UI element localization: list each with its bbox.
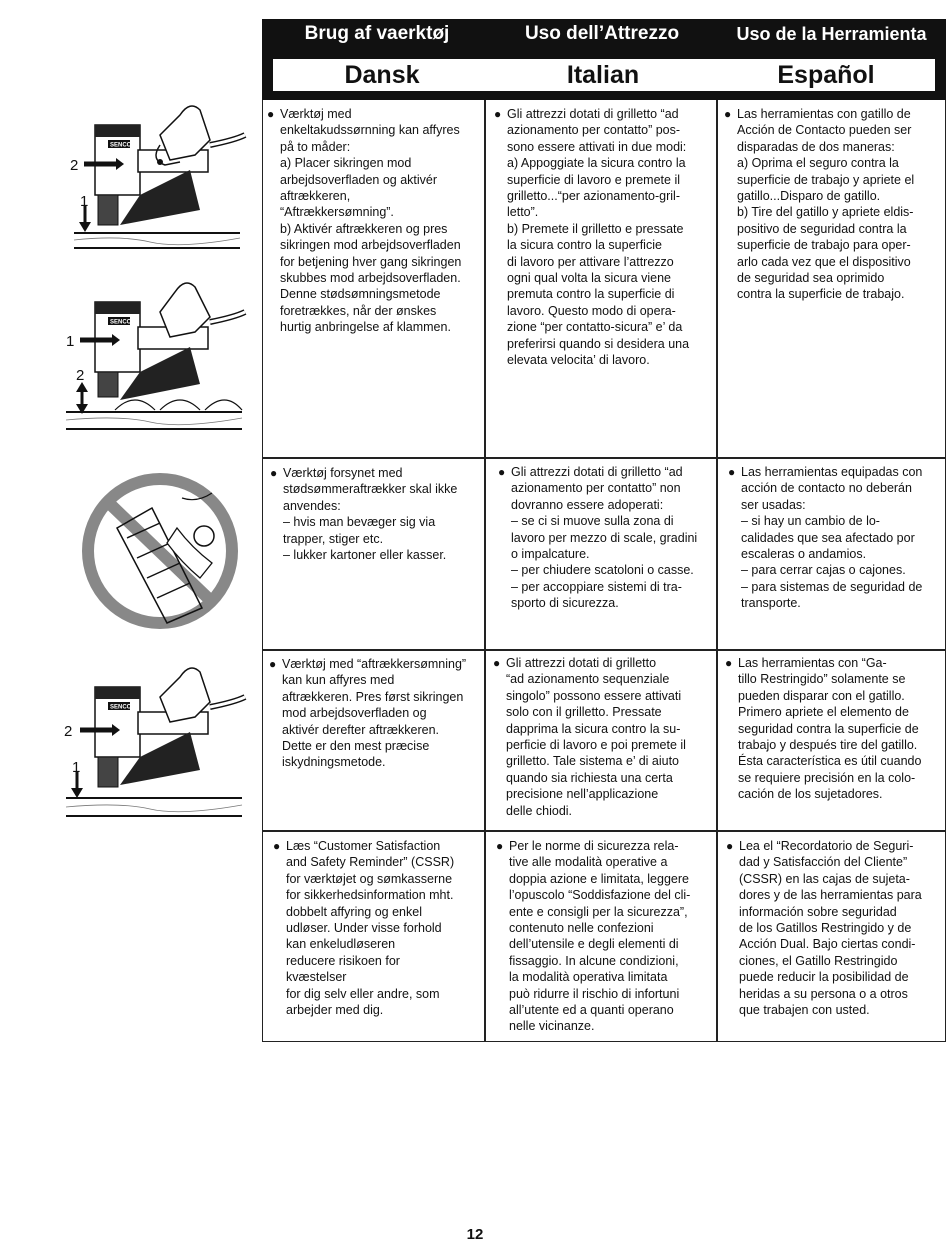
- prohibition-ladder-illustration: [82, 468, 240, 634]
- bullet-icon: ●: [496, 839, 504, 853]
- step-label: 1: [80, 193, 89, 210]
- brand-logo: SENCO: [110, 704, 132, 711]
- row-divider: [263, 649, 945, 651]
- row1-danish-text: [267, 106, 485, 336]
- row3-italian-text: [493, 655, 716, 819]
- bullet-icon: ●: [269, 657, 277, 671]
- row-divider: [263, 830, 945, 832]
- row3-danish-text: [269, 656, 485, 771]
- bullet-icon: ●: [725, 656, 733, 670]
- row-divider: [263, 457, 945, 459]
- row1-danish: Værktøj med enkeltakudssørnning kan affyres på to måder: a) Placer sikringen mod arbejdsoverfladen og aktivér aftrækkeren, “Aftrækkersømning”. b) Aktivér aftrækkeren og pres sikringen mod arbejdsoverfladen for betjening hver gang sikringen skubbes mod arbejdsoverfladen. Denne stødsømningsmetode foretrækkes, når der ønskes hurtig anbringelse af klammen.: [280, 107, 462, 335]
- row2-spanish: Las herramientas equipadas con acción de contacto no deberán ser usadas: – si hay un cambio de lo- calidades que sea afectado por escaleras o andamios. – para cerrar cajas o cajones. – para sistemas de seguridad de transporte.: [741, 465, 923, 611]
- row4-italian: Per le norme di sicurezza rela- tive alle modalità operative a doppia azione e limitata, leggere l’opuscolo “Soddisfazione del cli- ente e consigli per la sicurezza”, contenuto nelle confezioni dell’utensile e degli elementi di fissaggio. In alcune condizioni, la modalità operativa limitata può ridurre il rischio di infortuni all’utente ed a quanti operano nelle vicinanze.: [509, 839, 691, 1034]
- row4-italian-text: [496, 838, 715, 1035]
- row2-danish-text: [270, 465, 483, 563]
- language-bar: [272, 58, 936, 92]
- row3-spanish-text: [725, 655, 945, 803]
- header-title-spanish: Uso de la Herramienta: [736, 24, 927, 44]
- row1-italian: Gli attrezzi dotati di grilletto “ad azionamento per contatto” pos- sono essere attivati in due modi: a) Appoggiate la sicura contro la superficie di lavoro e premete il grilletto...“per azionamento-gril- letto”. b) Premete il grilletto e pressate la sicura contro la superficie di lavoro per attivare l’attrezzo ogni qual volta la sicura viene premuta contro la superficie di lavoro. Questo modo di opera- zione “per contatto-sicura” e’ da preferirsi quando si desidera una elevata velocita’ di lavoro.: [507, 107, 690, 368]
- bullet-icon: ●: [728, 465, 736, 479]
- row3-italian: Gli attrezzi dotati di grilletto “ad azionamento sequenziale singolo” possono essere attivati solo con il grilletto. Pressate dapprima la sicura contro la su- perficie di lavoro e poi premete il grilletto. Tale sistema e’ di aiuto quando sia richiesta una certa precisione nell’applicazione delle chiodi.: [506, 656, 686, 818]
- language-italian: Italian: [566, 61, 640, 89]
- row3-danish: Værktøj med “aftrækkersømning” kan kun affyres med aftrækkeren. Pres først sikringen mod arbejdsoverfladen og aktivér derefter aftrækkeren. Dette er den mest præcise iskydningsmetode.: [282, 657, 467, 770]
- table-header: [262, 19, 946, 100]
- step-label: 1: [72, 759, 81, 776]
- bullet-icon: ●: [493, 656, 501, 670]
- brand-logo: SENCO: [110, 319, 132, 326]
- step-label: 2: [76, 367, 85, 384]
- step-label: 2: [70, 157, 79, 174]
- nailer-trigger-fire-illustration: [60, 100, 255, 260]
- row1-spanish: Las herramientas con gatillo de Acción de Contacto pueden ser disparadas de dos maneras: a) Oprima el seguro contra la superficie de trabajo y apriete el gatillo...Disparo de gatillo. b) Tire del gatillo y apriete eldis- positivo de seguridad contra la superficie de trabajo para oper- arlo cada vez que el dispositivo de seguridad sea oprimido contra la superficie de trabajo.: [737, 107, 915, 302]
- bullet-icon: ●: [494, 107, 502, 121]
- bullet-icon: ●: [498, 465, 506, 479]
- nailer-bump-fire-illustration: [60, 272, 255, 437]
- bullet-icon: ●: [270, 466, 278, 480]
- brand-logo: SENCO: [110, 142, 132, 149]
- header-title-italian: Uso dell’Attrezzo: [524, 23, 680, 44]
- step-label: 2: [64, 723, 73, 740]
- row2-italian: Gli attrezzi dotati di grilletto “ad azionamento per contatto” non dovranno essere adoperati: – se ci si muove sulla zona di lavoro per mezzo di scale, gradini o impalcature. – per chiudere scatoloni o casse. – per accoppiare sistemi di tra- sporto di sicurezza.: [511, 465, 698, 611]
- bullet-icon: ●: [724, 107, 732, 121]
- row2-spanish-text: [728, 464, 945, 612]
- page-number: 12: [466, 1226, 484, 1243]
- row4-spanish: Lea el “Recordatorio de Seguri- dad y Satisfacción del Cliente” (CSSR) en las cajas de sujeta- dores y de las herramientas para información sobre seguridad de los Gatillos Restringido y de Acción Dual. Bajo ciertas condi- ciones, el Gatillo Restringido puede reducir la posibilidad de heridas a su persona o a otros que trabajen con usted.: [739, 839, 922, 1018]
- row4-danish-text: [273, 838, 484, 1018]
- bullet-icon: ●: [267, 107, 275, 121]
- language-spanish: Español: [777, 61, 875, 89]
- row4-danish: Læs “Customer Satisfaction and Safety Reminder” (CSSR) for værktøjet og sømkasserne for sikkerhedsinformation mht. dobbelt affyring og enkel udløser. Under visse forhold kan enkeludløseren reducere risikoen for kvæstelser for dig selv eller andre, som arbejder med dig.: [286, 839, 455, 1018]
- row2-danish: Værktøj forsynet med stødsømmeraftrækker skal ikke anvendes: – hvis man bevæger sig via trapper, stiger etc. – lukker kartoner eller kasser.: [283, 466, 458, 563]
- row3-spanish: Las herramientas con “Ga- tillo Restringido” solamente se pueden disparar con el gatillo. Primero apriete el elemento de seguridad contra la superficie de trabajo y después tire del gatillo. Ésta característica es útil cuando se requiere precisión en la colo- cación de los sujetadores.: [738, 656, 922, 802]
- bullet-icon: ●: [726, 839, 734, 853]
- nailer-restrictive-trigger-illustration: [60, 652, 255, 822]
- language-danish: Dansk: [344, 61, 420, 89]
- header-title-danish: Brug af vaerktøj: [304, 23, 450, 44]
- bullet-icon: ●: [273, 839, 281, 853]
- step-label: 1: [66, 333, 75, 350]
- row4-spanish-text: [726, 838, 946, 1018]
- row1-italian-text: [494, 106, 717, 369]
- row2-italian-text: [498, 464, 717, 612]
- row1-spanish-text: [724, 106, 945, 303]
